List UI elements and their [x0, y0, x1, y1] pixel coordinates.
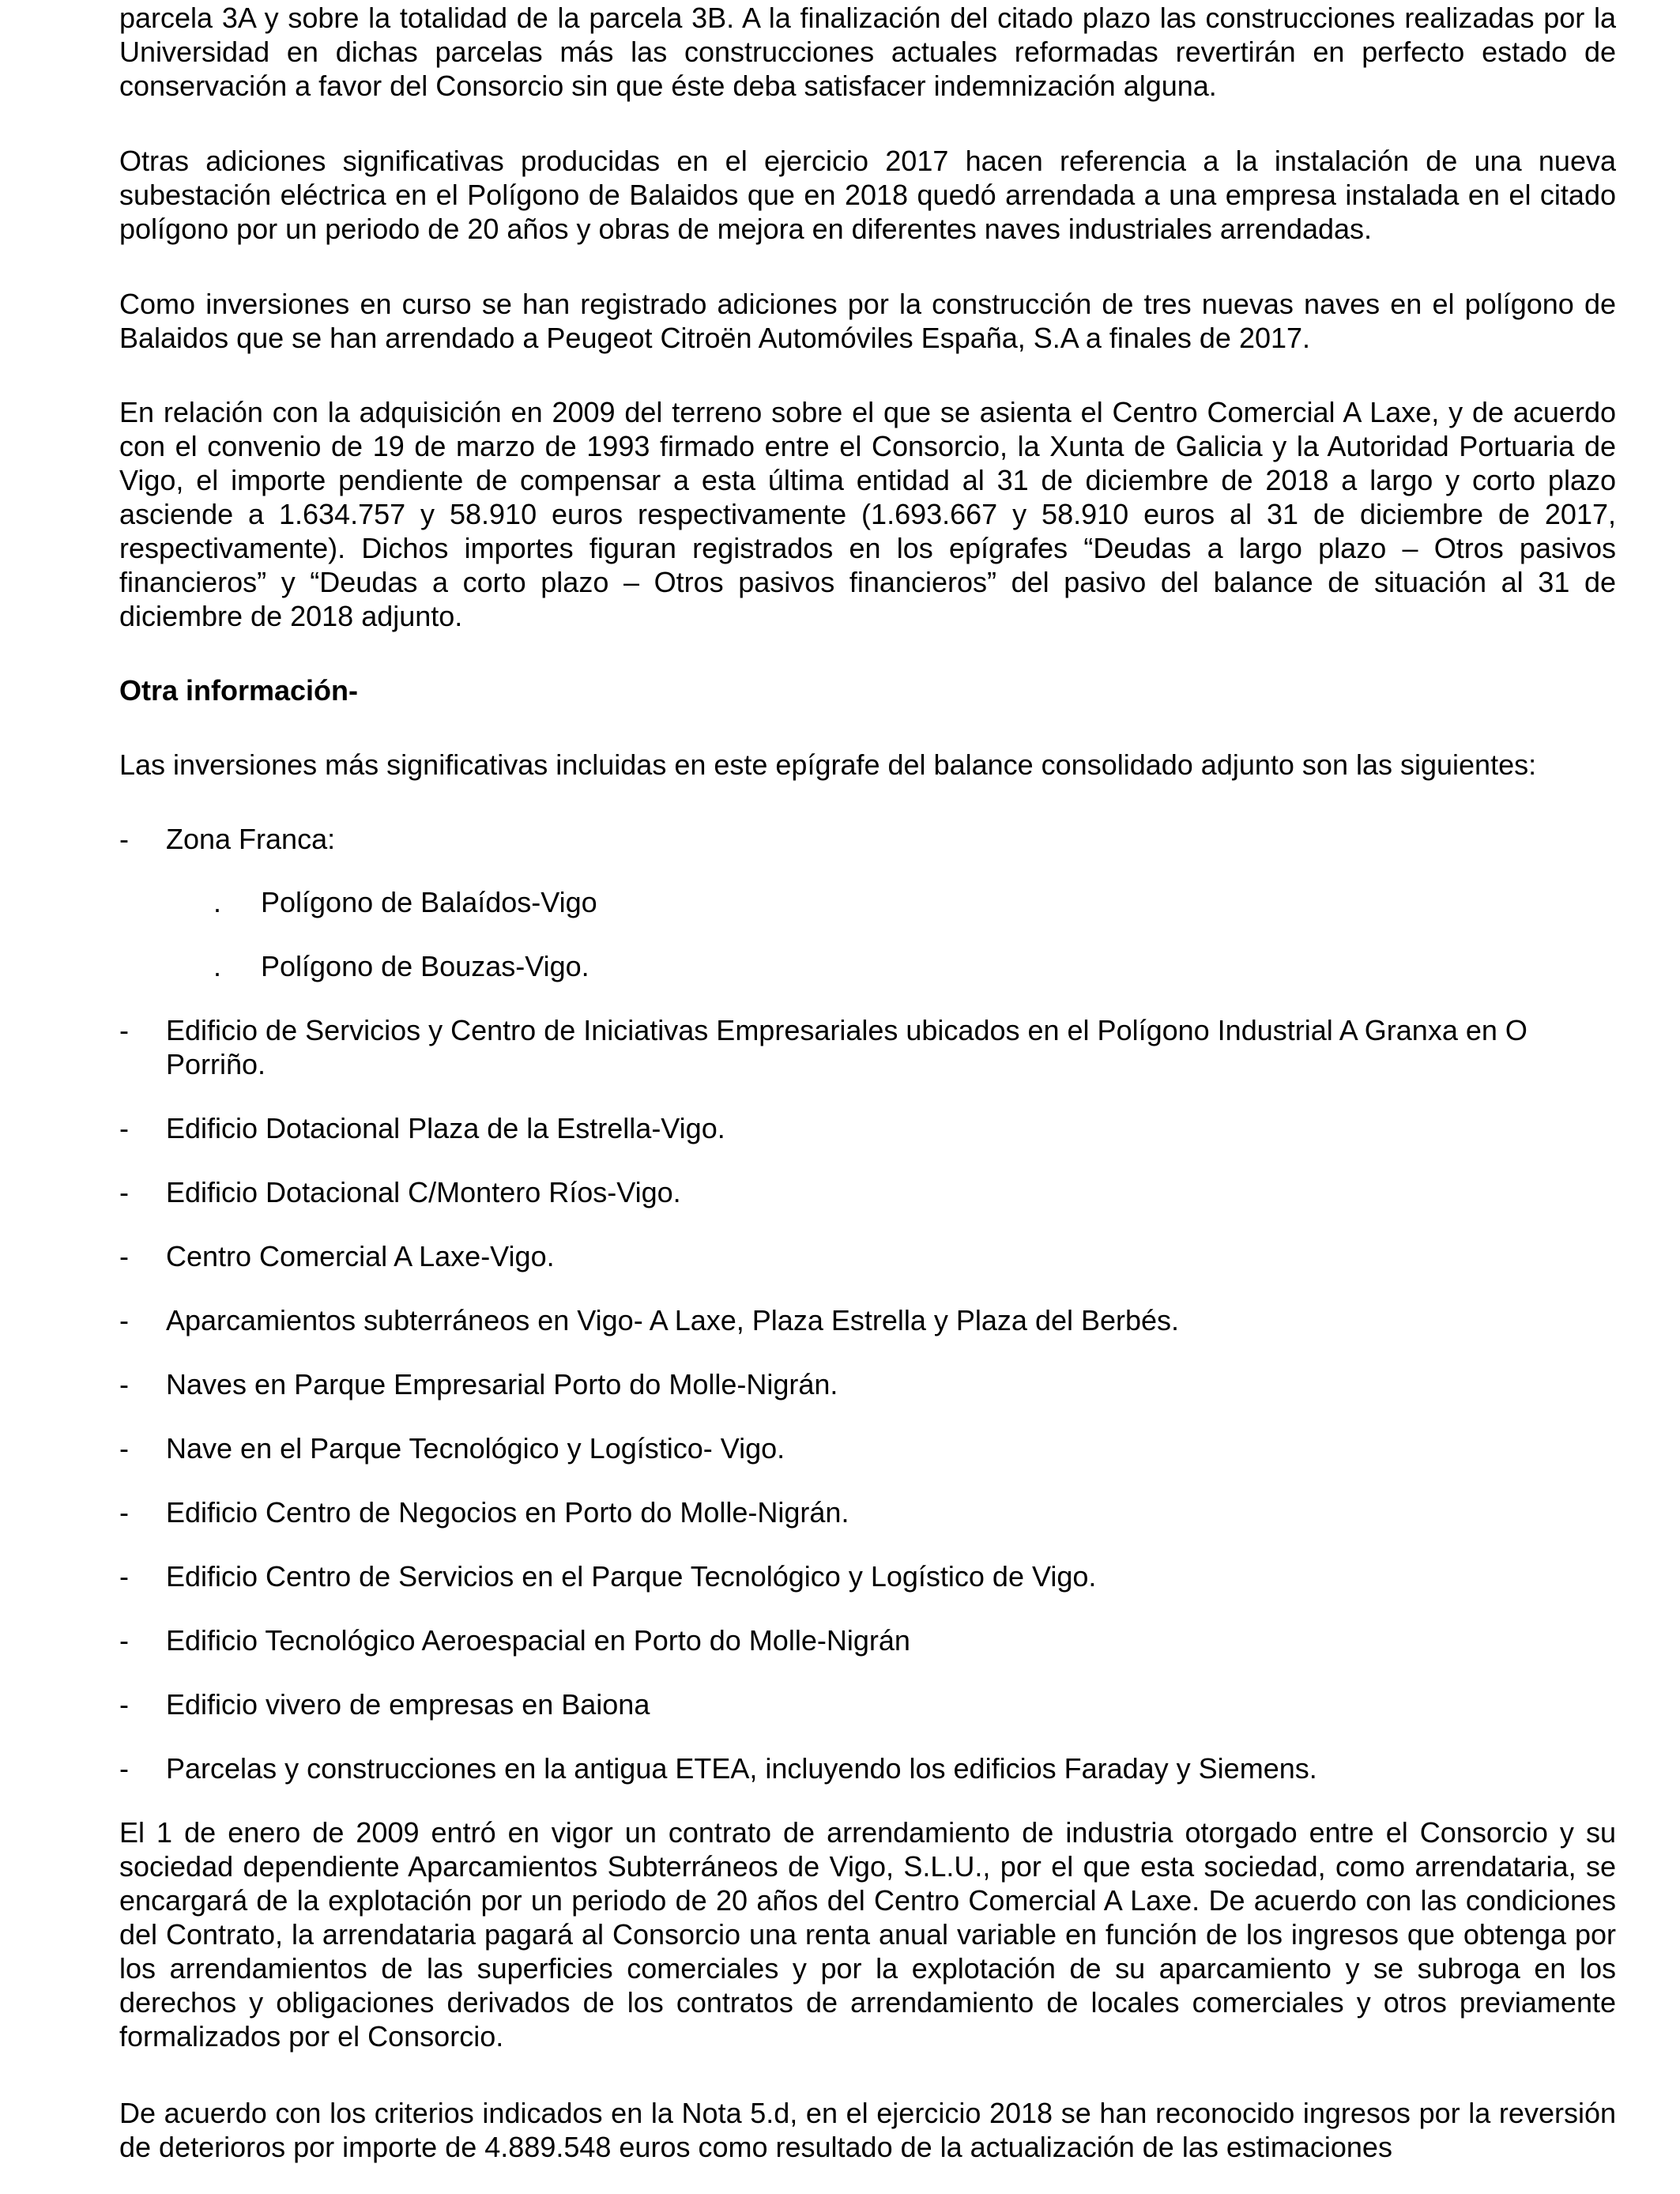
list-item-label: Edificio vivero de empresas en Baiona: [166, 1688, 650, 1721]
list-dash: -: [119, 1432, 129, 1465]
list-item: [119, 1495, 1616, 1529]
list-dash: -: [119, 823, 129, 855]
list-item: [119, 1751, 1616, 1785]
list-item: [119, 1303, 1616, 1337]
list-item-label: Edificio Dotacional C/Montero Ríos-Vigo.: [166, 1176, 681, 1208]
list-dash: -: [119, 1560, 129, 1593]
list-item: [119, 1687, 1616, 1721]
paragraph-centro-comercial-laxe: En relación con la adquisición en 2009 del terreno sobre el que se asienta el Centro Comercial A Laxe, y de acuerdo con el convenio de 19 de marzo de 1993 firmado entre el Consorcio, la Xunta de Galicia y la Autoridad Portuaria de Vigo, el importe pendiente de compensar a esta última entidad al 31 de diciembre de 2018 a largo y corto plazo asciende a 1.634.757 y 58.910 euros respectivamente (1.693.667 y 58.910 euros al 31 de diciembre de 2017, respectivamente). Dichos importes figuran registrados en los epígrafes “Deudas a largo plazo – Otros pasivos financieros” y “Deudas a corto plazo – Otros pasivos financieros” del pasivo del balance de situación al 31 de diciembre de 2018 adjunto.: [119, 396, 1616, 632]
list-item: [119, 1559, 1616, 1593]
list-item: [119, 1013, 1616, 1081]
list-dash: -: [119, 1624, 129, 1657]
sub-list-item: [119, 949, 1616, 983]
paragraph-intro-inversiones: Las inversiones más significativas incluidas en este epígrafe del balance consolidado adjunto son las siguientes:: [119, 748, 1537, 781]
list-item-label: Edificio Tecnológico Aeroespacial en Porto do Molle-Nigrán: [166, 1624, 910, 1657]
list-item: [119, 1239, 1616, 1273]
list-dash: -: [119, 1112, 129, 1144]
sub-list-item-label: Polígono de Balaídos-Vigo: [261, 886, 597, 918]
list-dash: -: [119, 1688, 129, 1721]
list-item-label: Zona Franca:: [166, 823, 336, 855]
list-dot: .: [213, 950, 222, 982]
list-dash: -: [119, 1752, 129, 1785]
list-item: [119, 1623, 1616, 1657]
list-item-label: Edificio Centro de Negocios en Porto do Molle-Nigrán.: [166, 1496, 849, 1529]
paragraph-reversion-deterioros: De acuerdo con los criterios indicados en la Nota 5.d, en el ejercicio 2018 se han reconocido ingresos por la reversión de deterioros por importe de 4.889.548 euros como resultado de la actualización de las estimaciones: [119, 2097, 1616, 2163]
section-heading-otra-informacion: Otra información-: [119, 674, 359, 707]
list-dash: -: [119, 1240, 129, 1272]
document-page: [119, 0, 1616, 2194]
list-dot: .: [213, 886, 222, 918]
list-item-label: Edificio de Servicios y Centro de Iniciativas Empresariales ubicados en el Polígono Industrial A Granxa en O Porriño.: [166, 1014, 1527, 1080]
sub-list-item: [119, 885, 1616, 919]
list-dash: -: [119, 1014, 129, 1046]
paragraph-contrato-arrendamiento: El 1 de enero de 2009 entró en vigor un contrato de arrendamiento de industria otorgado entre el Consorcio y su sociedad dependiente Aparcamientos Subterráneos de Vigo, S.L.U., por el que esta sociedad, como arrendataria, se encargará de la explotación por un periodo de 20 años del Centro Comercial A Laxe. De acuerdo con las condiciones del Contrato, la arrendataria pagará al Consorcio una renta anual variable en función de los ingresos que obtenga por los arrendamientos de las superficies comerciales y por la explotación de su aparcamiento y se subroga en los derechos y obligaciones derivados de los contratos de arrendamiento de locales comerciales y otros previamente formalizados por el Consorcio.: [119, 1816, 1616, 2053]
paragraph-parcela-reversion: parcela 3A y sobre la totalidad de la parcela 3B. A la finalización del citado plazo las construcciones realizadas por la Universidad en dichas parcelas más las construcciones actuales reformadas revertirán en perfecto estado de conservación a favor del Consorcio sin que éste deba satisfacer indemnización alguna.: [119, 2, 1616, 102]
sub-list-item-label: Polígono de Bouzas-Vigo.: [261, 950, 590, 982]
list-dash: -: [119, 1176, 129, 1208]
list-item-zona-franca: [119, 822, 1616, 856]
list-dash: -: [119, 1368, 129, 1400]
list-dash: -: [119, 1496, 129, 1529]
list-item-label: Centro Comercial A Laxe-Vigo.: [166, 1240, 555, 1272]
list-item-label: Naves en Parque Empresarial Porto do Molle-Nigrán.: [166, 1368, 838, 1400]
list-dash: -: [119, 1304, 129, 1336]
list-item: [119, 1111, 1616, 1145]
list-item-label: Parcelas y construcciones en la antigua ETEA, incluyendo los edificios Faraday y Siemens.: [166, 1752, 1317, 1785]
paragraph-inversiones-en-curso: Como inversiones en curso se han registrado adiciones por la construcción de tres nuevas naves en el polígono de Balaidos que se han arrendado a Peugeot Citroën Automóviles España, S.A a finales de 2017.: [119, 288, 1616, 354]
paragraph-adiciones-2017: Otras adiciones significativas producidas en el ejercicio 2017 hacen referencia a la instalación de una nueva subestación eléctrica en el Polígono de Balaidos que en 2018 quedó arrendada a una empresa instalada en el citado polígono por un periodo de 20 años y obras de mejora en diferentes naves industriales arrendadas.: [119, 145, 1616, 245]
list-item-label: Edificio Centro de Servicios en el Parque Tecnológico y Logístico de Vigo.: [166, 1560, 1097, 1593]
list-item: [119, 1367, 1616, 1401]
list-item: [119, 1175, 1616, 1209]
list-item-label: Nave en el Parque Tecnológico y Logístico- Vigo.: [166, 1432, 785, 1465]
list-item-label: Aparcamientos subterráneos en Vigo- A Laxe, Plaza Estrella y Plaza del Berbés.: [166, 1304, 1180, 1336]
list-item: [119, 1431, 1616, 1465]
list-item-label: Edificio Dotacional Plaza de la Estrella-Vigo.: [166, 1112, 725, 1144]
